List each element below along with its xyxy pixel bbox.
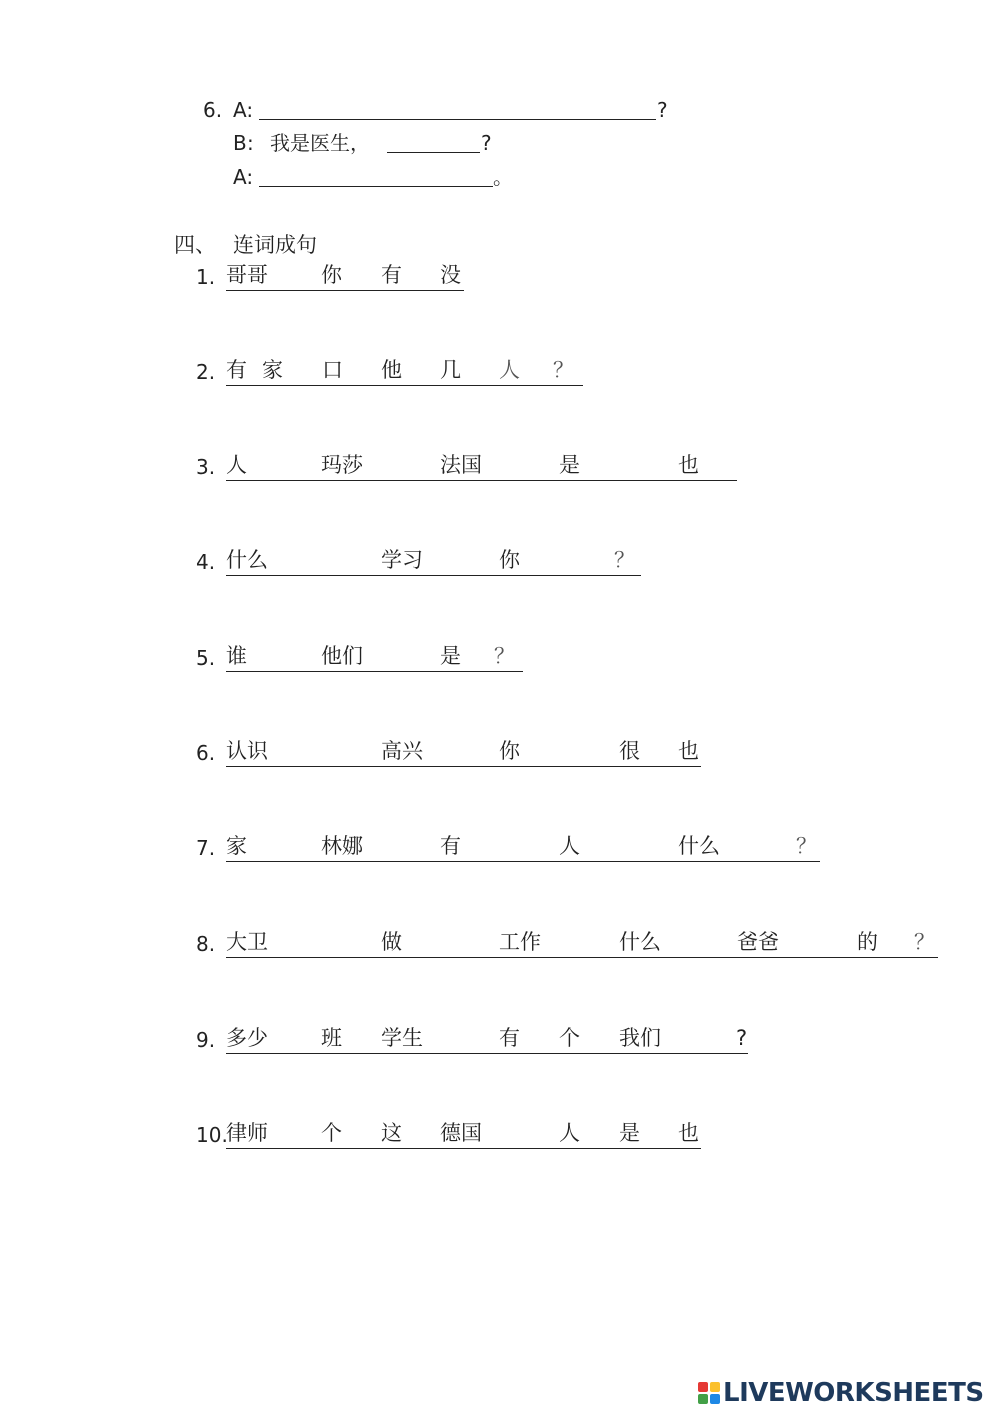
answer-blank-a1[interactable] [259, 119, 656, 120]
word-bank-line[interactable] [226, 1025, 748, 1054]
word-chip[interactable]: 做 [381, 930, 402, 954]
logo-blocks-icon [698, 1382, 720, 1404]
word-chip[interactable]: 家 [226, 834, 247, 858]
word-chip[interactable]: 工作 [499, 930, 541, 954]
word-chip[interactable]: 个 [559, 1026, 580, 1050]
item-number: 4. [196, 550, 216, 574]
word-chip[interactable]: 爸爸 [737, 930, 779, 954]
word-chip[interactable]: 认识 [226, 739, 268, 763]
word-chip[interactable]: ? [736, 1026, 748, 1050]
word-chip[interactable]: ？ [614, 548, 635, 572]
word-chip[interactable]: 这 [381, 1121, 402, 1145]
word-chip[interactable]: 德国 [440, 1121, 482, 1145]
word-chip[interactable]: 人 [499, 358, 520, 382]
word-chip[interactable]: 个 [321, 1121, 342, 1145]
word-chip[interactable]: 林娜 [321, 834, 363, 858]
answer-blank-a2[interactable] [259, 186, 493, 187]
word-chip[interactable]: 玛莎 [321, 453, 363, 477]
word-bank-line[interactable] [226, 357, 583, 386]
dialogue-a2-label: A: [233, 165, 254, 189]
word-bank-line[interactable] [226, 262, 464, 291]
item-number: 9. [196, 1028, 216, 1052]
dialogue-number: 6. [203, 98, 223, 122]
word-chip[interactable]: 口 [322, 358, 343, 382]
word-chip[interactable]: 是 [619, 1121, 640, 1145]
dialogue-a1-label: A: [233, 98, 254, 122]
word-bank-line[interactable] [226, 738, 701, 767]
word-chip[interactable]: 谁 [226, 644, 247, 668]
item-number: 3. [196, 455, 216, 479]
word-chip[interactable]: 有 [381, 263, 402, 287]
word-chip[interactable]: 他 [381, 358, 402, 382]
word-chip[interactable]: ？ [553, 358, 574, 382]
word-chip[interactable]: 你 [321, 263, 342, 287]
word-chip[interactable]: ？ [914, 930, 935, 954]
word-chip[interactable]: 学生 [381, 1026, 423, 1050]
word-chip[interactable]: 人 [559, 834, 580, 858]
dialogue-b-colon: : [247, 131, 254, 155]
section-number: 四、 [174, 233, 216, 257]
word-chip[interactable]: 大卫 [226, 930, 268, 954]
word-chip[interactable]: 学习 [381, 548, 423, 572]
word-bank-line[interactable] [226, 929, 938, 958]
word-chip[interactable]: 很 [619, 739, 640, 763]
item-number: 1. [196, 265, 216, 289]
word-chip[interactable]: 法国 [440, 453, 482, 477]
word-chip[interactable]: 也 [678, 453, 699, 477]
word-chip[interactable]: 律师 [226, 1121, 268, 1145]
word-chip[interactable]: 多少 [226, 1026, 268, 1050]
word-chip[interactable]: 你 [499, 739, 520, 763]
word-chip[interactable]: 有 [440, 834, 461, 858]
word-chip[interactable]: 有 [499, 1026, 520, 1050]
word-chip[interactable]: 人 [559, 1121, 580, 1145]
liveworksheets-logo[interactable] [698, 1378, 984, 1408]
word-chip[interactable]: 家 [262, 358, 283, 382]
word-bank-line[interactable] [226, 833, 820, 862]
word-chip[interactable]: 没 [440, 263, 461, 287]
word-chip[interactable]: 他们 [321, 644, 363, 668]
section-title: 连词成句 [233, 233, 317, 257]
word-chip[interactable]: 也 [678, 1121, 699, 1145]
word-chip[interactable]: 有 [226, 358, 247, 382]
word-chip[interactable]: 的 [857, 930, 878, 954]
item-number: 5. [196, 646, 216, 670]
word-bank-line[interactable] [226, 1120, 701, 1149]
word-bank-line[interactable] [226, 452, 737, 481]
dialogue-a2-suffix: 。 [493, 165, 513, 189]
item-number: 7. [196, 836, 216, 860]
word-chip[interactable]: ？ [494, 644, 515, 668]
word-chip[interactable]: 人 [226, 453, 247, 477]
word-chip[interactable]: 几 [440, 358, 461, 382]
word-chip[interactable]: 什么 [619, 930, 661, 954]
word-chip[interactable]: 什么 [678, 834, 720, 858]
item-number: 6. [196, 741, 216, 765]
item-number: 10. [196, 1123, 228, 1147]
dialogue-a1-suffix: ? [657, 98, 668, 122]
logo-text: LIVEWORKSHEETS [723, 1378, 984, 1408]
dialogue-b-label: B [233, 131, 247, 155]
word-bank-line[interactable] [226, 547, 641, 576]
dialogue-b-suffix: ? [481, 131, 492, 155]
word-chip[interactable]: 是 [559, 453, 580, 477]
word-chip[interactable]: 哥哥 [226, 263, 268, 287]
word-chip[interactable]: ？ [796, 834, 817, 858]
word-chip[interactable]: 什么 [226, 548, 268, 572]
word-chip[interactable]: 是 [440, 644, 461, 668]
word-chip[interactable]: 班 [321, 1026, 342, 1050]
item-number: 2. [196, 360, 216, 384]
word-bank-line[interactable] [226, 643, 523, 672]
word-chip[interactable]: 你 [499, 548, 520, 572]
word-chip[interactable]: 高兴 [381, 739, 423, 763]
answer-blank-b[interactable] [387, 152, 480, 153]
item-number: 8. [196, 932, 216, 956]
dialogue-b-text: 我是医生， [270, 131, 370, 155]
word-chip[interactable]: 也 [678, 739, 699, 763]
word-chip[interactable]: 我们 [619, 1026, 661, 1050]
